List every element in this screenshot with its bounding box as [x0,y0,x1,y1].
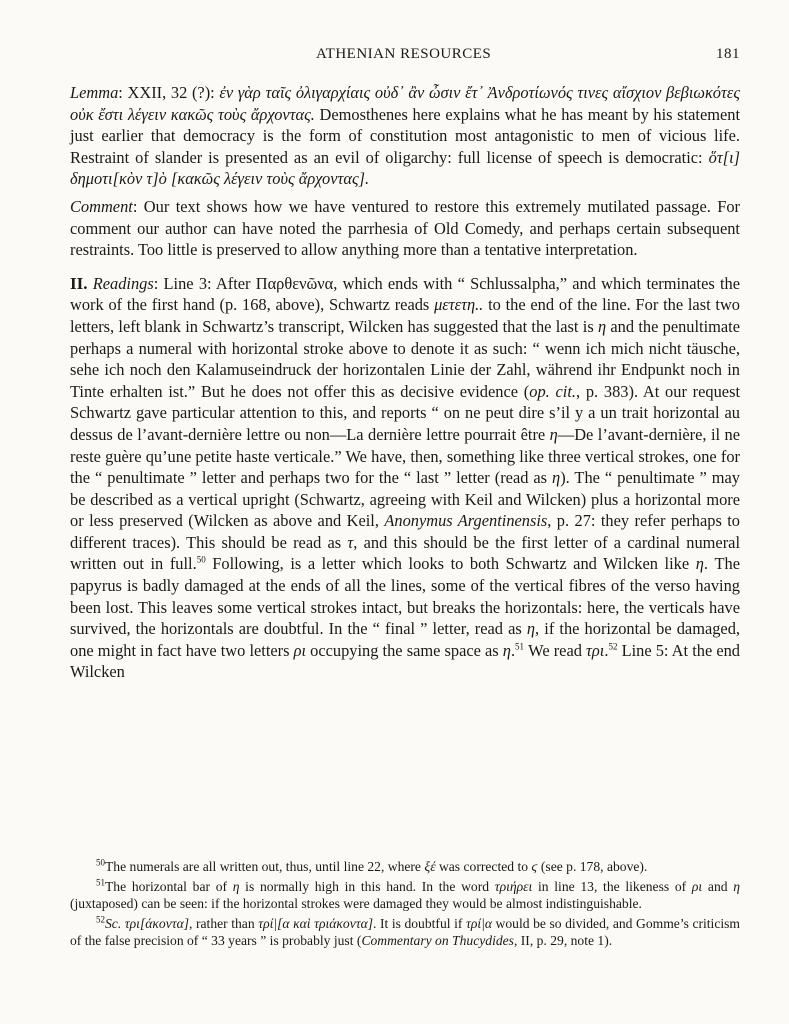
readings-text: . [604,640,609,660]
readings-text: —De l’avant-dernière, il ne reste guère qu’une petite haste verticale.” We have, then, something like three vertical strokes, one for the “ penultimate ” letter and perhaps two for the “ last ” letter (read as [70,424,741,488]
footnote-text: Sc. [105,915,122,931]
greek-word: τρί|α [465,915,492,931]
greek-word: τρί|[α καὶ τριάκοντα] [258,915,374,931]
footnote-ref: 52 [608,641,618,652]
readings-text: Following, is a letter which looks to both Schwartz and Wilcken like [205,554,696,574]
comment-paragraph [70,196,740,261]
footnote-text: was corrected to [435,859,532,874]
footnote-text: , II, p. 29, note 1). [513,933,613,949]
lemma-ref: XXII, 32 (?): [127,83,220,102]
readings-text: to the end of the line. For the last two letters, left blank in Schwartz’s transcript, Wilcken has suggested that the last is [70,295,740,336]
readings-paragraph [70,273,740,683]
footnote-52 [70,915,740,950]
page-number: 181 [716,46,740,62]
greek-word: τρι[άκοντα] [121,915,190,931]
lemma-paragraph [70,82,740,190]
footnote-text: , rather than [189,915,259,931]
greek-letter: η [552,468,561,488]
italic-title: Anonymus Argentinensis [384,511,548,531]
footnote-text: in line 13, the likeness of [532,878,692,894]
greek-letters: ρι [691,878,703,894]
readings-text: Line 5: At the end Wilcken [70,640,741,682]
footnote-text: The numerals are all written out, thus, until line 22, where [105,859,425,874]
greek-letter: η [232,878,240,894]
footnote-ref: 51 [515,641,525,652]
footnote-text: would be so divided, and Gomme’s criticism of the false precision of “ 33 years ” is probably just ( [70,915,741,949]
footnote-text: . It is doubtful if [373,915,466,931]
italic-title: Commentary on Thucydides [361,933,514,949]
section-numeral: II. [70,273,88,293]
readings-text: , if the horizontal be damaged, one might in fact have two letters [70,619,740,660]
readings-colon: : [153,273,164,293]
footnote-51 [70,878,740,913]
greek-letter: η [526,619,536,639]
greek-letters: ρι [293,640,307,660]
greek-numeral: ϛ [531,859,538,874]
lemma-greek: ἐν γὰρ ταῖς ὀλιγαρχίαις οὐδ᾽ ἂν ὦσιν ἔτ᾽ Ἀνδροτίωνός τινες αἴσχιον βεβιωκότες οὐκ ἔστι λέγειν κακῶς τοὺς ἄρχοντας. [70,83,740,124]
greek-numeral: ξέ [424,859,436,874]
lemma-text: Demosthenes here explains what he has meant by his statement just earlier that democracy is the form of constitution most antagonistic to men of vicious life. Restraint of slander is presented as an evil of oligarchy: full license of speech is democratic: [70,104,740,167]
greek-letter: η [597,316,607,336]
readings-text: , which ends with “ Schlussalpha,” and which terminates the work of the first hand (p. 168, above), Schwartz reads [70,273,741,315]
readings-text: We read [524,640,587,660]
readings-text: and the penultimate perhaps a numeral with horizontal stroke above to denote it as such: “ wenn ich mich nicht täusche, sehe ich noch den Kalamuseindruck der horizontalen Linie der Zahl, während ihr Endpunkt noch in Tinte erhalten ist.” But he does not offer this as decisive evidence ( [70,316,741,401]
comment-text: Our text shows how we have ventured to restore this extremely mutilated passage. For comment our author can have noted the parrhesia of Old Comedy, and perhaps certain subsequent restraints. Too little is preserved to allow anything more than a tentative interpretation. [70,196,741,260]
footnote-text: (see p. 178, above). [537,859,648,874]
footnote-text: is normally high in this hand. In the word [239,878,495,894]
greek-letter: η [549,424,558,444]
readings-text: , p. 27: they refer perhaps to different traces). This should be read as [70,511,740,552]
readings-text: , p. 383). At our request Schwartz gave particular attention to this, and reports “ on ne peut dire s’il y a un trait horizontal au dessus de l’avant-dernière lettre ou non—La dernière lettre pourrait être [70,381,740,444]
lemma-colon: : [118,83,128,102]
footnote-text: (juxtaposed) can be seen: if the horizontal strokes were damaged they would be almost indistinguishable. [70,896,642,912]
main-text [70,82,740,689]
greek-letter: η [502,640,511,660]
readings-text: occupying the same space as [306,640,503,660]
readings-text: . The papyrus is badly damaged at the ends of all the lines, some of the vertical fibres of the verso having been lost. This leaves some vertical strokes intact, but breaks the horizontals: here, the verticals have survived, the horizontals are doubtful. In the “ final ” letter, read as [70,554,740,639]
greek-letter: τ [347,532,354,552]
footnote-number: 51 [96,877,105,888]
readings-text: ). The “ penultimate ” may be described as a vertical upright (Schwartz, agreeing with Keil and Wilcken) plus a horizontal more or less preserved (Wilcken as above and Keil, [70,468,741,531]
greek-word: τριήρει [494,878,533,894]
footnote-number: 52 [96,914,105,925]
footnotes [70,858,740,952]
footnote-ref: 50 [196,555,206,565]
lemma-label: Lemma [70,83,119,102]
footnote-50 [70,858,740,876]
footnote-text: The horizontal bar of [105,878,233,894]
greek-letter: η [733,878,740,894]
comment-label: Comment [70,196,133,216]
comment-colon: : [132,196,144,216]
readings-text: . [510,640,516,660]
greek-word: Παρθενῶνα [255,273,334,293]
greek-letter: η [695,554,704,574]
italic-ref: op. cit. [529,381,576,401]
footnote-text: and [702,878,734,894]
lemma-greek-end: ὅτ[ι] δημοτι[κὸν τ]ὸ [κακῶς λέγειν τοὺς ἄρχοντας]. [70,147,740,189]
running-title: ATHENIAN RESOURCES [316,46,492,62]
readings-label: Readings [92,273,154,293]
greek-word: τρι [586,640,605,660]
readings-text: Line 3: After [163,273,256,293]
readings-text: , and this should be the first letter of a cardinal numeral written out in full. [70,532,740,574]
footnote-number: 50 [96,857,105,868]
greek-word: μετετη.. [434,295,484,315]
